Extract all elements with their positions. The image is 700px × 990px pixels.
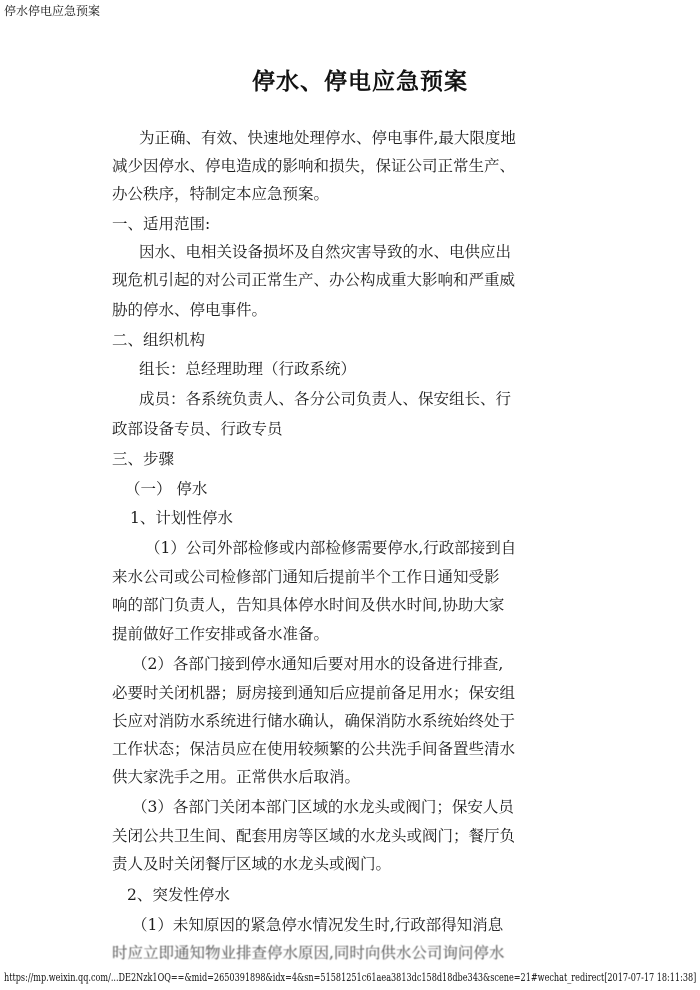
paragraph-line: （1）未知原因的紧急停水情况发生时,行政部得知消息 (132, 916, 504, 934)
paragraph-line: 现危机引起的对公司正常生产、办公构成重大影响和严重威 (112, 271, 516, 289)
section-heading: 三、步骤 (112, 450, 175, 468)
section-heading: 一、适用范围: (112, 215, 211, 233)
paragraph-line: 来水公司或公司检修部门通知后提前半个工作日通知受影 (112, 568, 500, 586)
paragraph-line: 必要时关闭机器；厨房接到通知后应提前备足用水；保安组 (112, 684, 516, 702)
paragraph-line: 工作状态；保洁员应在使用较频繁的公共洗手间备置些清水 (112, 740, 516, 758)
browser-tab-title: 停水停电应急预案 (4, 4, 101, 18)
paragraph-line: 成员：各系统负责人、各分公司负责人、保安组长、行 (139, 390, 512, 408)
paragraph-line: 为正确、有效、快速地处理停水、停电事件,最大限度地 (139, 129, 516, 147)
paragraph-line: （2）各部门接到停水通知后要对用水的设备进行排查, (132, 655, 504, 673)
section-heading: 二、组织机构 (112, 331, 206, 349)
paragraph-line: 长应对消防水系统进行储水确认，确保消防水系统始终处于 (112, 712, 516, 730)
footer-url: https://mp.weixin.qq.com/...DE2Nzk1OQ==&mid=2650391898&idx=4&sn=51581251c61aea3813dc158d18dbe343&scene=21#wechat_redirect[2017-07-17 18:11:38] (4, 970, 697, 984)
paragraph-line: 减少因停水、停电造成的影响和损失，保证公司正常生产、 (112, 157, 516, 175)
subsection-heading: 1、计划性停水 (130, 509, 233, 527)
paragraph-line: 关闭公共卫生间、配套用房等区域的水龙头或阀门；餐厅负 (112, 827, 516, 845)
paragraph-line: 提前做好工作安排或备水准备。 (112, 625, 330, 643)
paragraph-line: 办公秩序，特制定本应急预案。 (112, 185, 330, 203)
scanned-document-page (60, 30, 660, 965)
paragraph-line: 胁的停水、停电事件。 (112, 301, 268, 319)
paragraph-line: 响的部门负责人，告知具体停水时间及供水时间,协助大家 (112, 596, 505, 614)
paragraph-line: 政部设备专员、行政专员 (112, 420, 283, 438)
paragraph-line: 供大家洗手之用。正常供水后取消。 (112, 768, 361, 786)
subsection-heading: （一） 停水 (125, 480, 208, 498)
paragraph-line: 因水、电相关设备损坏及自然灾害导致的水、电供应出 (139, 243, 512, 261)
paragraph-line: 时应立即通知物业排查停水原因,同时向供水公司询问停水 (112, 944, 505, 962)
subsection-heading: 2、突发性停水 (127, 886, 230, 904)
paragraph-line: 责人及时关闭餐厅区域的水龙头或阀门。 (112, 855, 392, 873)
document-title: 停水、停电应急预案 (252, 68, 468, 95)
paragraph-line: （1）公司外部检修或内部检修需要停水,行政部接到自 (145, 539, 517, 557)
paragraph-line: 组长：总经理助理（行政系统） (139, 360, 357, 378)
paragraph-line: （3）各部门关闭本部门区域的水龙头或阀门；保安人员 (132, 798, 514, 816)
